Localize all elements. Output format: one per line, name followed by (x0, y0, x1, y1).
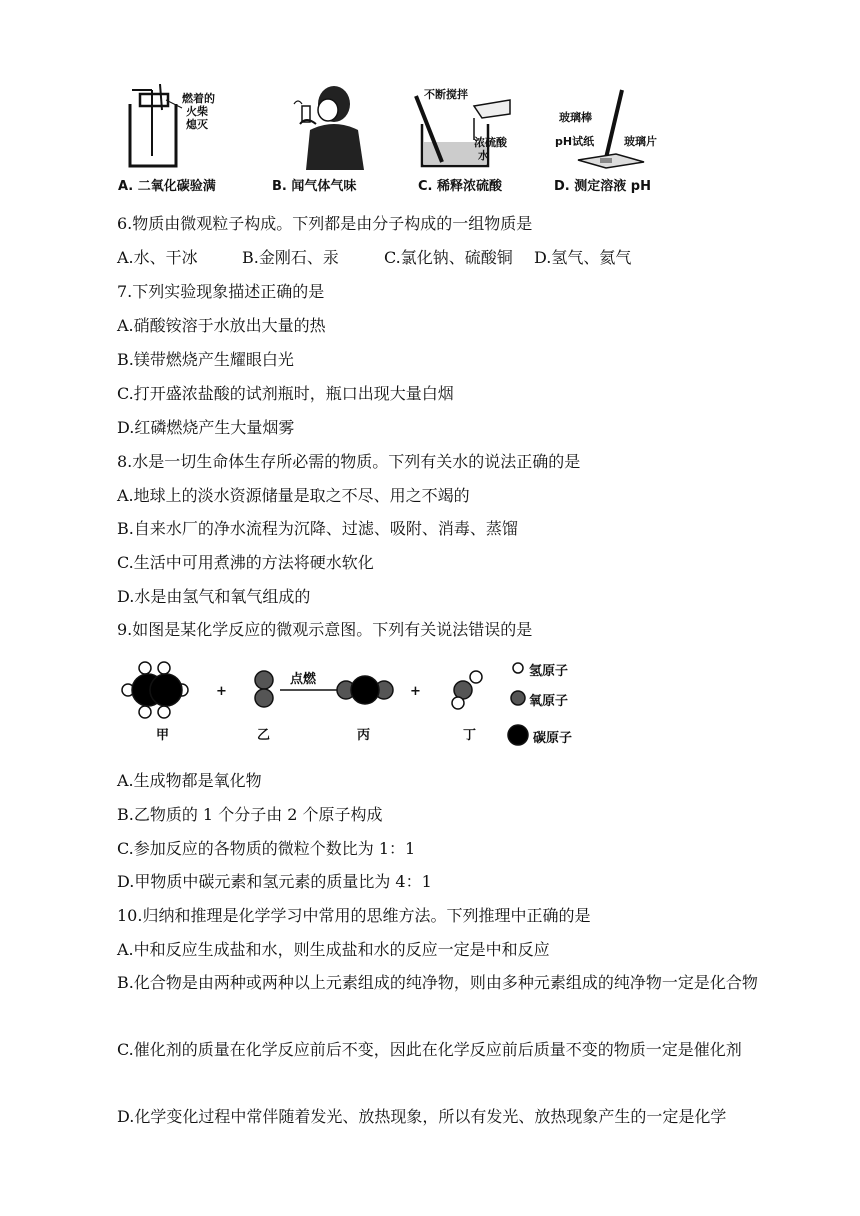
molecule-yi (255, 671, 273, 707)
q7-option-c: C.打开盛浓盐酸的试剂瓶时，瓶口出现大量白烟 (117, 384, 454, 403)
q10-option-b: B.化合物是由两种或两种以上元素组成的纯净物，则由多种元素组成的纯净物一定是化合物 (117, 973, 758, 992)
figure-d-label-3: 玻璃片 (624, 135, 657, 148)
experiment-figures (112, 84, 672, 199)
legend-oxygen: 氧原子 (529, 694, 569, 709)
label-bing: 丙 (357, 728, 371, 743)
figure-c-label-3: 水 (478, 149, 489, 162)
reaction-diagram (118, 660, 608, 760)
figure-d-label-2: pH试纸 (555, 135, 595, 148)
figure-a-caption: A. 二氧化碳验满 (118, 179, 216, 194)
q10-option-c: C.催化剂的质量在化学反应前后不变，因此在化学反应前后质量不变的物质一定是催化剂 (117, 1040, 742, 1059)
glass-rod-icon (552, 84, 682, 172)
figure-b-caption: B. 闻气体气味 (272, 179, 357, 194)
figure-b (272, 84, 382, 199)
figure-d (552, 84, 682, 199)
q10-option-a: A.中和反应生成盐和水，则生成盐和水的反应一定是中和反应 (117, 940, 550, 959)
q7-stem: 7.下列实验现象描述正确的是 (117, 282, 325, 301)
q9-option-c: C.参加反应的各物质的微粒个数比为 1：1 (117, 839, 416, 858)
q6-option-a: A.水、干冰 (117, 248, 198, 267)
person-smelling-icon (272, 84, 382, 172)
q9-stem: 9.如图是某化学反应的微观示意图。下列有关说法错误的是 (117, 620, 533, 639)
label-yi: 乙 (257, 728, 271, 743)
label-jia: 甲 (156, 728, 170, 743)
gas-bottle-icon (112, 84, 242, 172)
q8-option-b: B.自来水厂的净水流程为沉降、过滤、吸附、消毒、蒸馏 (117, 519, 518, 538)
figure-a-label-1: 燃着的 (182, 92, 215, 105)
figure-a-label-2: 火柴 (186, 105, 208, 118)
q6-option-c: C.氯化钠、硫酸铜 (384, 248, 513, 267)
reaction-condition: 点燃 (290, 672, 317, 687)
q10-option-d: D.化学变化过程中常伴随着发光、放热现象，所以有发光、放热现象产生的一定是化学 (117, 1107, 727, 1126)
q8-option-a: A.地球上的淡水资源储量是取之不尽、用之不竭的 (117, 486, 470, 505)
q8-stem: 8.水是一切生命体生存所必需的物质。下列有关水的说法正确的是 (117, 452, 581, 471)
q7-option-d: D.红磷燃烧产生大量烟雾 (117, 418, 295, 437)
q9-option-b: B.乙物质的 1 个分子由 2 个原子构成 (117, 805, 383, 824)
figure-c-label-1: 不断搅拌 (424, 88, 468, 101)
figure-a (112, 84, 242, 199)
figure-a-label-3: 熄灭 (186, 118, 208, 131)
q8-option-c: C.生活中可用煮沸的方法将硬水软化 (117, 553, 374, 572)
q6-options (117, 248, 631, 268)
figure-d-caption: D. 测定溶液 pH (554, 179, 651, 194)
q6-option-b: B.金刚石、汞 (242, 248, 339, 267)
legend-carbon: 碳原子 (533, 731, 573, 746)
molecule-jia (122, 662, 188, 718)
q6-stem: 6.物质由微观粒子构成。下列都是由分子构成的一组物质是 (117, 214, 533, 233)
plus-sign-1: + (216, 684, 227, 699)
figure-c-label-2: 浓硫酸 (474, 136, 507, 149)
legend-hydrogen: 氢原子 (529, 664, 569, 679)
q9-option-d: D.甲物质中碳元素和氢元素的质量比为 4：1 (117, 872, 432, 891)
q9-option-a: A.生成物都是氧化物 (117, 771, 262, 790)
figure-c (412, 84, 542, 199)
q7-option-a: A.硝酸铵溶于水放出大量的热 (117, 316, 326, 335)
q8-option-d: D.水是由氢气和氧气组成的 (117, 587, 311, 606)
molecule-ding (452, 671, 482, 709)
plus-sign-2: + (410, 684, 421, 699)
q6-option-d: D.氢气、氦气 (534, 248, 632, 267)
molecule-bing (337, 676, 393, 704)
figure-d-label-1: 玻璃棒 (559, 111, 592, 124)
q10-stem: 10.归纳和推理是化学学习中常用的思维方法。下列推理中正确的是 (117, 906, 591, 925)
label-ding: 丁 (463, 728, 477, 743)
figure-c-caption: C. 稀释浓硫酸 (418, 179, 503, 194)
legend-markers (508, 663, 528, 745)
q7-option-b: B.镁带燃烧产生耀眼白光 (117, 350, 294, 369)
